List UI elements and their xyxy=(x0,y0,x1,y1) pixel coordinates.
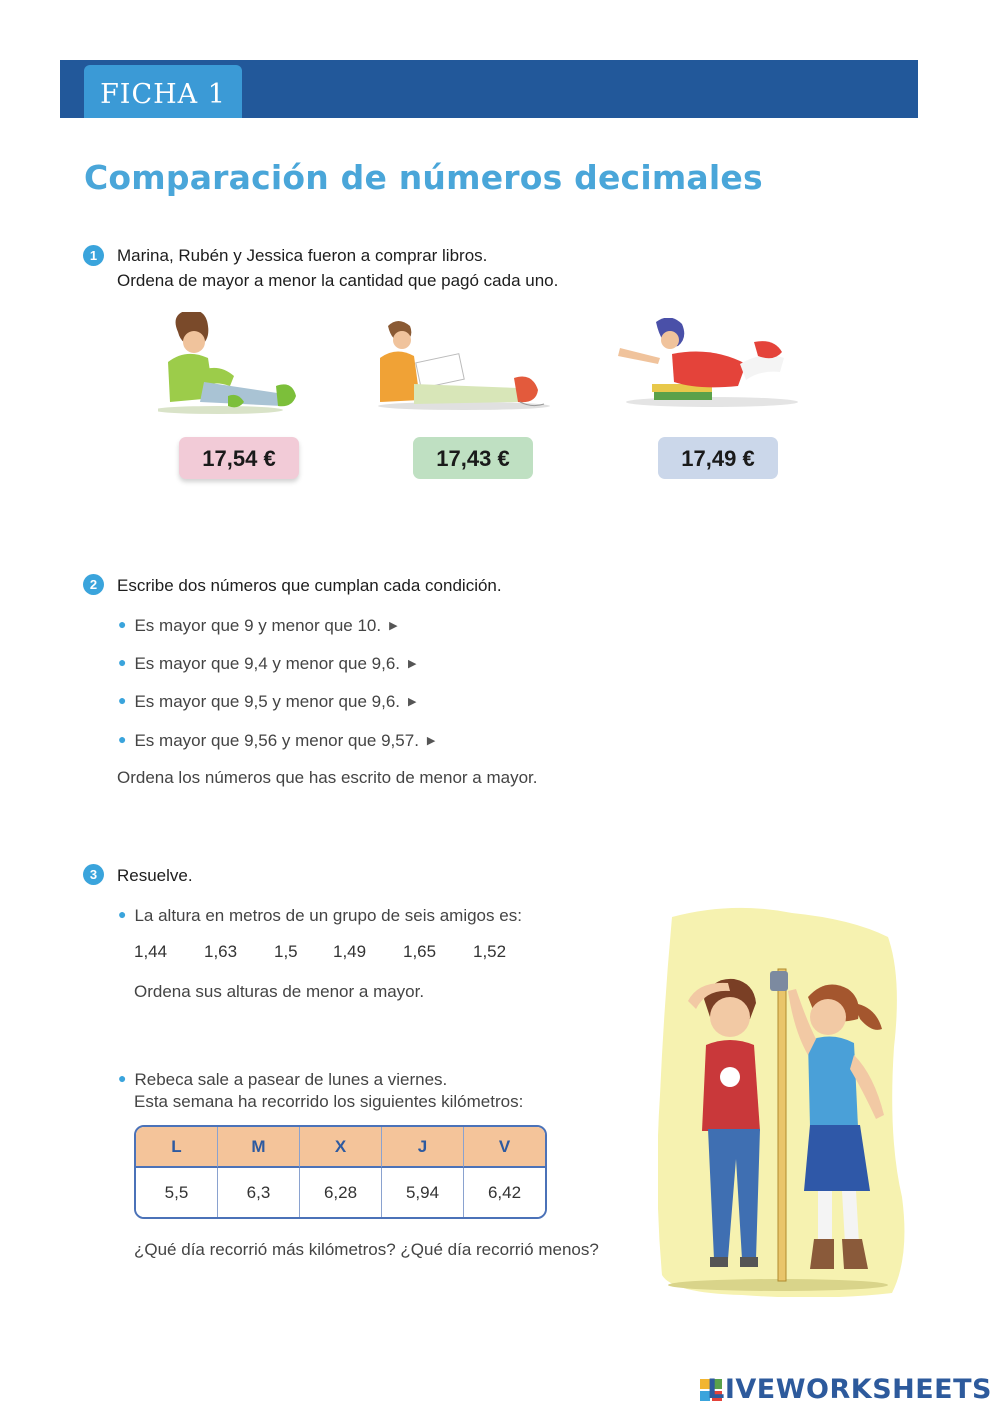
km-header-cell: X xyxy=(300,1127,382,1168)
height-value: 1,49 xyxy=(333,942,367,961)
km-header-cell: V xyxy=(464,1127,545,1168)
order-instruction: Ordena los números que has escrito de menor a mayor. xyxy=(117,768,538,787)
exercise-2-number: 2 xyxy=(83,574,104,595)
km-header-cell: M xyxy=(218,1127,300,1168)
height-value: 1,44 xyxy=(134,942,168,961)
price-ruben: 17,43 € xyxy=(413,437,533,479)
walk-intro: ● Rebeca sale a pasear de lunes a viernes. xyxy=(118,1067,447,1091)
bullet-dot: ● xyxy=(118,731,127,747)
girl-lying-illustration xyxy=(616,318,802,410)
bullet-dot: ● xyxy=(118,1070,127,1086)
km-table-wrapper xyxy=(134,1125,547,1219)
girl-sitting-illustration xyxy=(158,312,306,416)
arrow-right-icon: ▶ xyxy=(408,696,417,708)
km-value-cell: 6,28 xyxy=(300,1168,382,1217)
height-value: 1,63 xyxy=(204,942,238,961)
bullet-dot: ● xyxy=(118,654,127,670)
km-question: ¿Qué día recorrió más kilómetros? ¿Qué día recorrió menos? xyxy=(134,1240,599,1259)
height-value: 1,65 xyxy=(403,942,437,961)
exercise-3-number: 3 xyxy=(83,864,104,885)
liveworksheets-logo-text[interactable]: LIVEWORKSHEETS xyxy=(707,1374,992,1405)
km-table-header-row xyxy=(136,1127,545,1168)
km-value-cell: 5,5 xyxy=(136,1168,218,1217)
heights-intro: ● La altura en metros de un grupo de seis amigos es: xyxy=(118,903,522,927)
exercise-2-prompt: Escribe dos números que cumplan cada condición. xyxy=(117,576,502,595)
arrow-right-icon: ▶ xyxy=(389,620,398,632)
bullet-dot: ● xyxy=(118,616,127,632)
bullet-dot: ● xyxy=(118,692,127,708)
km-value-cell: 6,3 xyxy=(218,1168,300,1217)
condition-item: ● Es mayor que 9 y menor que 10. ▶ xyxy=(118,613,398,637)
page-title: Comparación de números decimales xyxy=(84,158,763,197)
walk-line-2: Esta semana ha recorrido los siguientes kilómetros: xyxy=(134,1092,524,1111)
height-value: 1,52 xyxy=(473,942,507,961)
km-value-cell: 5,94 xyxy=(382,1168,464,1217)
km-header-cell: J xyxy=(382,1127,464,1168)
kids-measuring-illustration xyxy=(658,905,908,1297)
bullet-dot: ● xyxy=(118,906,127,922)
height-value: 1,5 xyxy=(274,942,298,961)
heights-instruction: Ordena sus alturas de menor a mayor. xyxy=(134,982,425,1001)
exercise-1-line1: Marina, Rubén y Jessica fueron a comprar libros. xyxy=(117,246,488,265)
condition-item: ● Es mayor que 9,4 y menor que 9,6. ▶ xyxy=(118,651,416,675)
km-table-value-row xyxy=(136,1168,545,1217)
arrow-right-icon: ▶ xyxy=(408,658,417,670)
exercise-3-prompt: Resuelve. xyxy=(117,866,193,885)
exercise-1-line2: Ordena de mayor a menor la cantidad que pagó cada uno. xyxy=(117,271,559,290)
price-marina: 17,54 € xyxy=(179,437,299,479)
exercise-1-number: 1 xyxy=(83,245,104,266)
condition-item: ● Es mayor que 9,56 y menor que 9,57. ▶ xyxy=(118,728,435,752)
km-header-cell: L xyxy=(136,1127,218,1168)
arrow-right-icon: ▶ xyxy=(426,735,436,747)
price-jessica: 17,49 € xyxy=(658,437,778,479)
km-value-cell: 6,42 xyxy=(464,1168,545,1217)
km-table xyxy=(134,1125,547,1219)
boy-reading-illustration xyxy=(374,318,554,414)
condition-item: ● Es mayor que 9,5 y menor que 9,6. ▶ xyxy=(118,689,416,713)
ficha-tab: FICHA 1 xyxy=(84,65,242,118)
